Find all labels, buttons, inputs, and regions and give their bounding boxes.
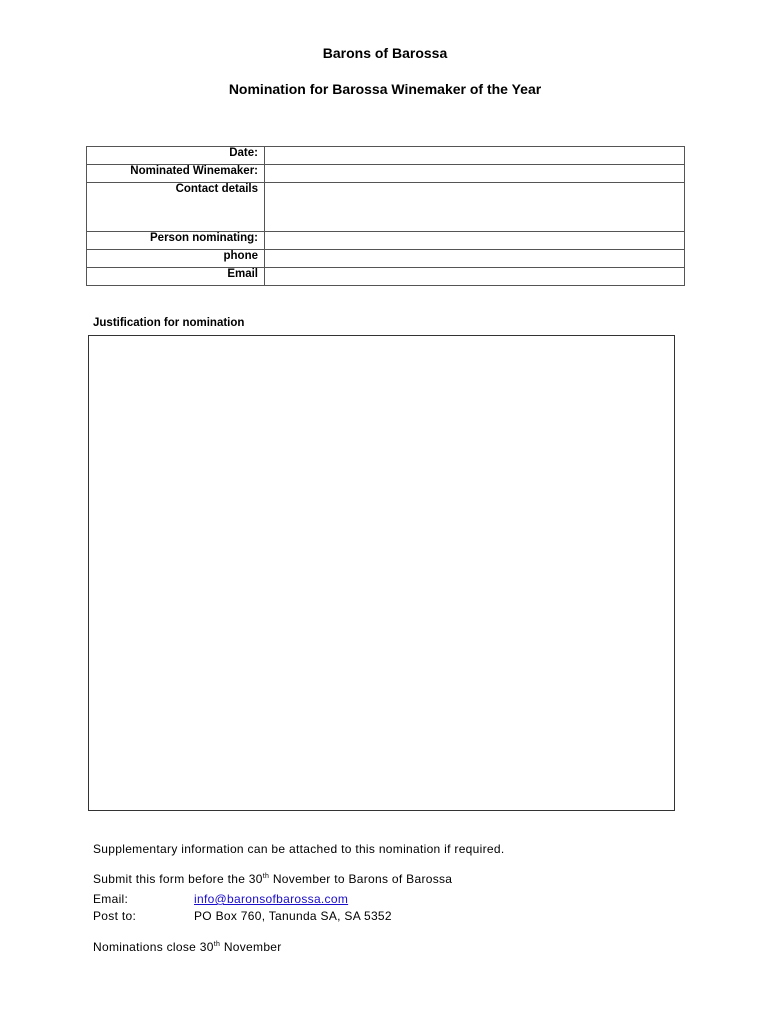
contact-cell — [265, 183, 685, 232]
nominator-label: Person nominating: — [87, 232, 265, 250]
justification-box — [88, 335, 675, 811]
email-row-table — [87, 268, 685, 286]
close-ordinal: th — [213, 941, 221, 948]
contact-email-row — [93, 892, 348, 906]
email-label: Email — [87, 268, 265, 286]
phone-field[interactable] — [269, 250, 680, 267]
phone-cell — [265, 250, 685, 268]
date-field[interactable] — [269, 147, 680, 164]
submit-prefix: Submit this form before the 30 — [93, 872, 263, 886]
email-cell — [265, 268, 685, 286]
email-field[interactable] — [269, 268, 680, 285]
phone-label: phone — [87, 250, 265, 268]
date-cell — [265, 147, 685, 165]
nominator-row — [87, 232, 685, 250]
nomination-details-table — [86, 146, 685, 286]
winemaker-label: Nominated Winemaker: — [87, 165, 265, 183]
contact-email-link[interactable]: info@baronsofbarossa.com — [194, 892, 349, 906]
nominator-field[interactable] — [269, 232, 680, 249]
supplementary-note: Supplementary information can be attached to this nomination if required. — [93, 842, 505, 856]
justification-field[interactable] — [89, 336, 674, 810]
winemaker-cell — [265, 165, 685, 183]
contact-email-key: Email: — [93, 892, 129, 906]
justification-label: Justification for nomination — [93, 317, 245, 329]
close-suffix: November — [220, 940, 282, 954]
contact-row — [87, 183, 685, 232]
contact-label: Contact details — [87, 183, 265, 232]
phone-row — [87, 250, 685, 268]
date-label: Date: — [87, 147, 265, 165]
submit-suffix: November to Barons of Barossa — [269, 872, 453, 886]
postal-key: Post to: — [93, 909, 137, 923]
date-row — [87, 147, 685, 165]
postal-address: PO Box 760, Tanunda SA, SA 5352 — [194, 909, 392, 923]
submit-instructions — [93, 872, 452, 886]
submit-ordinal: th — [262, 873, 270, 880]
contact-field[interactable] — [269, 182, 680, 230]
form-title: Nomination for Barossa Winemaker of the Year — [228, 81, 542, 97]
org-title: Barons of Barossa — [322, 45, 448, 61]
winemaker-row — [87, 165, 685, 183]
closing-date — [93, 940, 282, 954]
postal-address-row — [93, 909, 392, 923]
winemaker-field[interactable] — [269, 165, 680, 182]
close-prefix: Nominations close 30 — [93, 940, 214, 954]
nominator-cell — [265, 232, 685, 250]
